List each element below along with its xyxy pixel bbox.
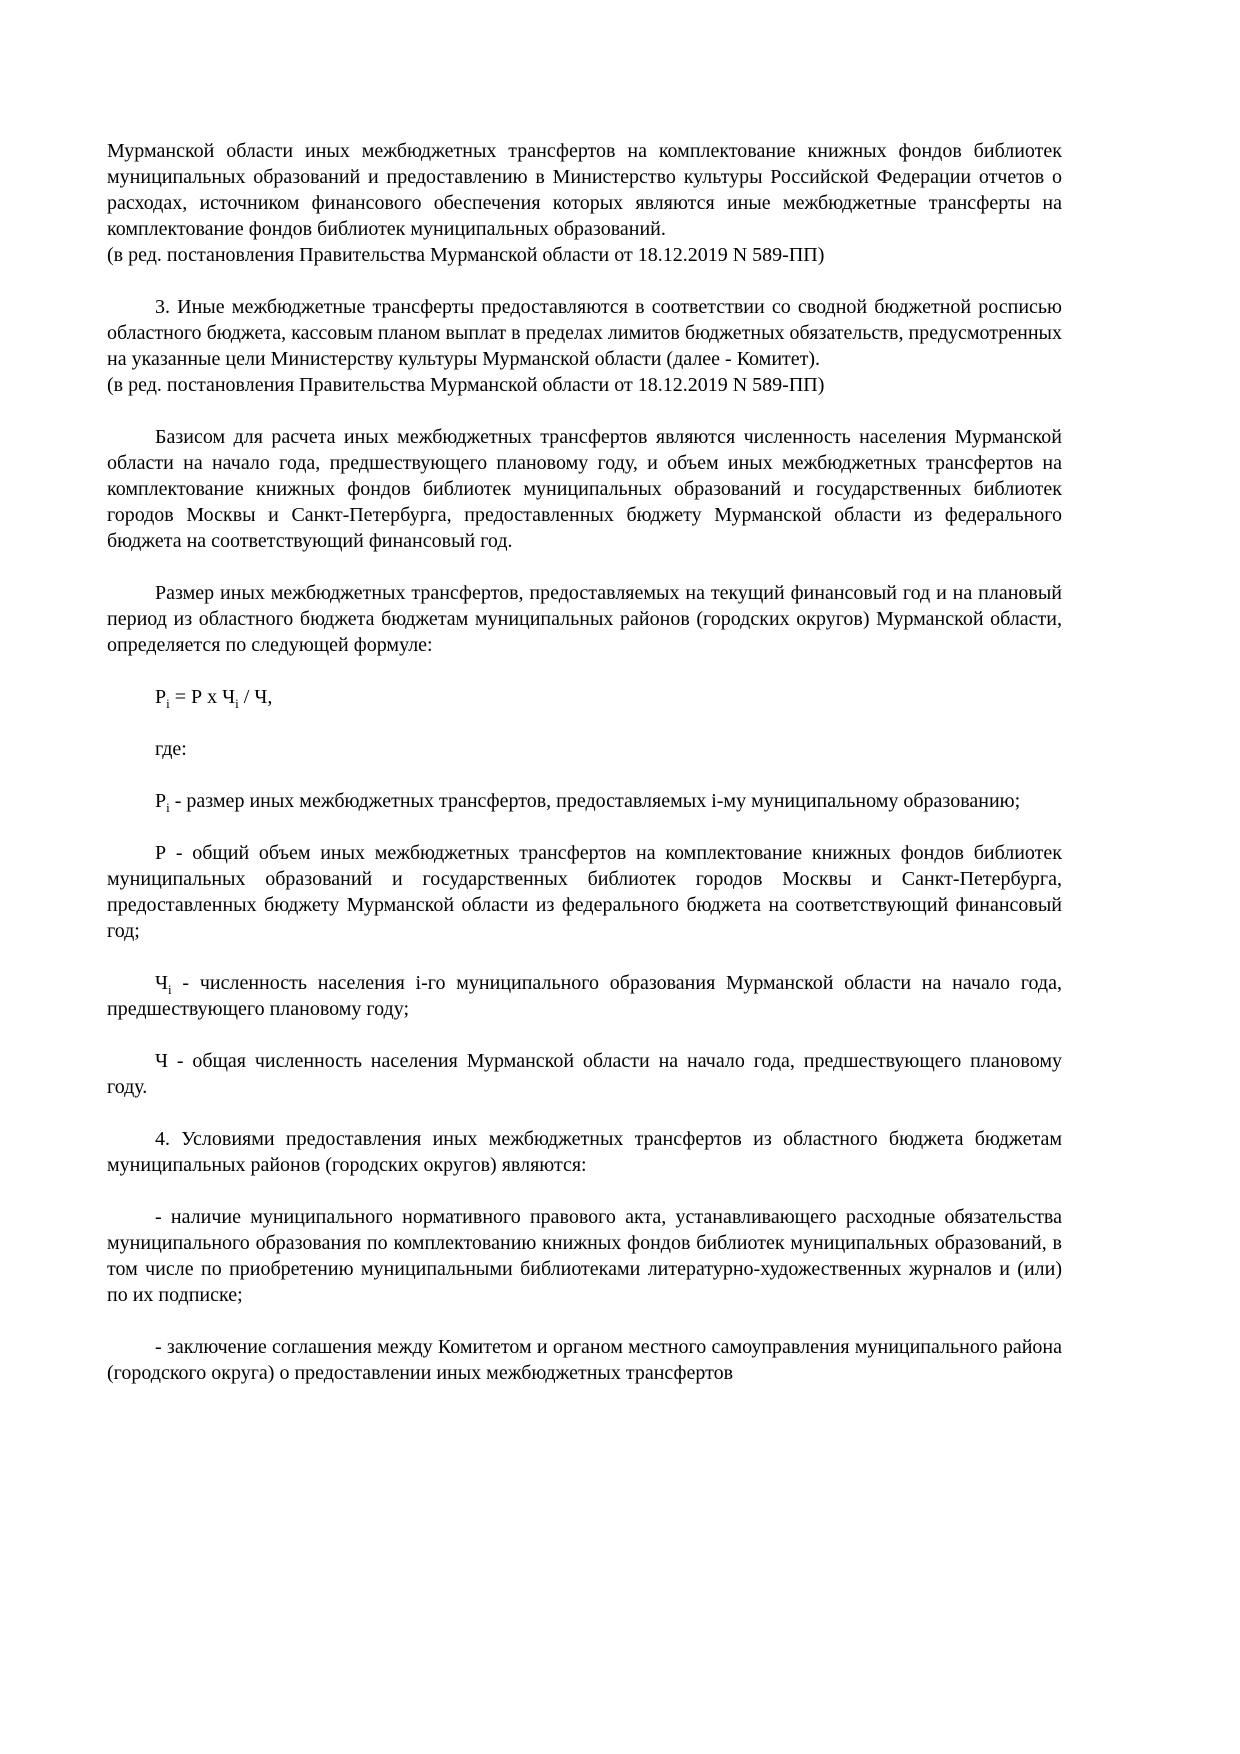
definition-pi-text: - размер иных межбюджетных трансфертов, предоставляемых i-му муниципальному образованию; bbox=[169, 790, 1021, 812]
formula-middle: = Р x Ч bbox=[169, 686, 236, 708]
section-4-paragraph: 4. Условиями предоставления иных межбюджетных трансфертов из областного бюджета бюджетам муниципальных районов (городских округов) являются: bbox=[107, 1128, 1062, 1176]
definition-pi-base: Р bbox=[155, 790, 167, 812]
condition-legal-act: - наличие муниципального нормативного правового акта, устанавливающего расходные обязательства муниципального образования по комплектованию книжных фондов библиотек муниципальных образований, в том числе по приобретению муниципальными библиотеками литературно-художественных журналов и (или) по их подписке; bbox=[107, 1206, 1062, 1306]
basis-paragraph: Базисом для расчета иных межбюджетных трансфертов являются численность населения Мурманской области на начало года, предшествующего плановому году, и объем иных межбюджетных трансфертов на комплектование книжных фондов библиотек муниципальных образований и государственных библиотек городов Москвы и Санкт-Петербурга, предоставленных бюджету Мурманской области из федерального бюджета на соответствующий финансовый год. bbox=[107, 426, 1062, 552]
definition-ch: Ч - общая численность населения Мурманской области на начало года, предшествующего плановому году. bbox=[107, 1050, 1062, 1098]
amendment-note-2: (в ред. постановления Правительства Мурманской области от 18.12.2019 N 589-ПП) bbox=[107, 374, 825, 396]
definition-chi-subscript: i bbox=[168, 982, 172, 997]
definition-pi bbox=[107, 788, 1062, 814]
definition-chi-text: - численность населения i-го муниципального образования Мурманской области на начало года, предшествующего плановому году; bbox=[107, 972, 1062, 1020]
where-label: где: bbox=[155, 738, 187, 760]
definition-chi bbox=[107, 970, 1062, 1022]
paragraph-continuation: Мурманской области иных межбюджетных трансфертов на комплектование книжных фондов библиотек муниципальных образований и предоставлению в Министерство культуры Российской Федерации отчетов о расходах, источником финансового обеспечения которых являются иные межбюджетные трансферты на комплектование фондов библиотек муниципальных образований. bbox=[107, 140, 1062, 240]
section-3-paragraph: 3. Иные межбюджетные трансферты предоставляются в соответствии со сводной бюджетной росписью областного бюджета, кассовым планом выплат в пределах лимитов бюджетных обязательств, предусмотренных на указанные цели Министерству культуры Мурманской области (далее - Комитет). bbox=[107, 296, 1062, 370]
definition-p: Р - общий объем иных межбюджетных трансфертов на комплектование книжных фондов библиотек муниципальных образований и государственных библиотек городов Москвы и Санкт-Петербурга, предоставленных бюджету Мурманской области из федерального бюджета на соответствующий финансовый год; bbox=[107, 842, 1062, 942]
formula-intro-paragraph: Размер иных межбюджетных трансфертов, предоставляемых на текущий финансовый год и на плановый период из областного бюджета бюджетам муниципальных районов (городских округов) Мурманской области, определяется по следующей формуле: bbox=[107, 582, 1062, 656]
formula-chi-subscript: i bbox=[235, 696, 239, 711]
formula-tail: / Ч, bbox=[238, 686, 273, 708]
formula-lhs-base: Р bbox=[155, 686, 167, 708]
amendment-note-1: (в ред. постановления Правительства Мурманской области от 18.12.2019 N 589-ПП) bbox=[107, 244, 825, 266]
condition-agreement: - заключение соглашения между Комитетом и органом местного самоуправления муниципального района (городского округа) о предоставлении иных межбюджетных трансфертов bbox=[107, 1336, 1062, 1384]
definition-pi-subscript: i bbox=[166, 800, 170, 815]
definition-chi-base: Ч bbox=[155, 972, 168, 994]
formula bbox=[107, 684, 1062, 710]
formula-lhs-subscript: i bbox=[166, 696, 170, 711]
